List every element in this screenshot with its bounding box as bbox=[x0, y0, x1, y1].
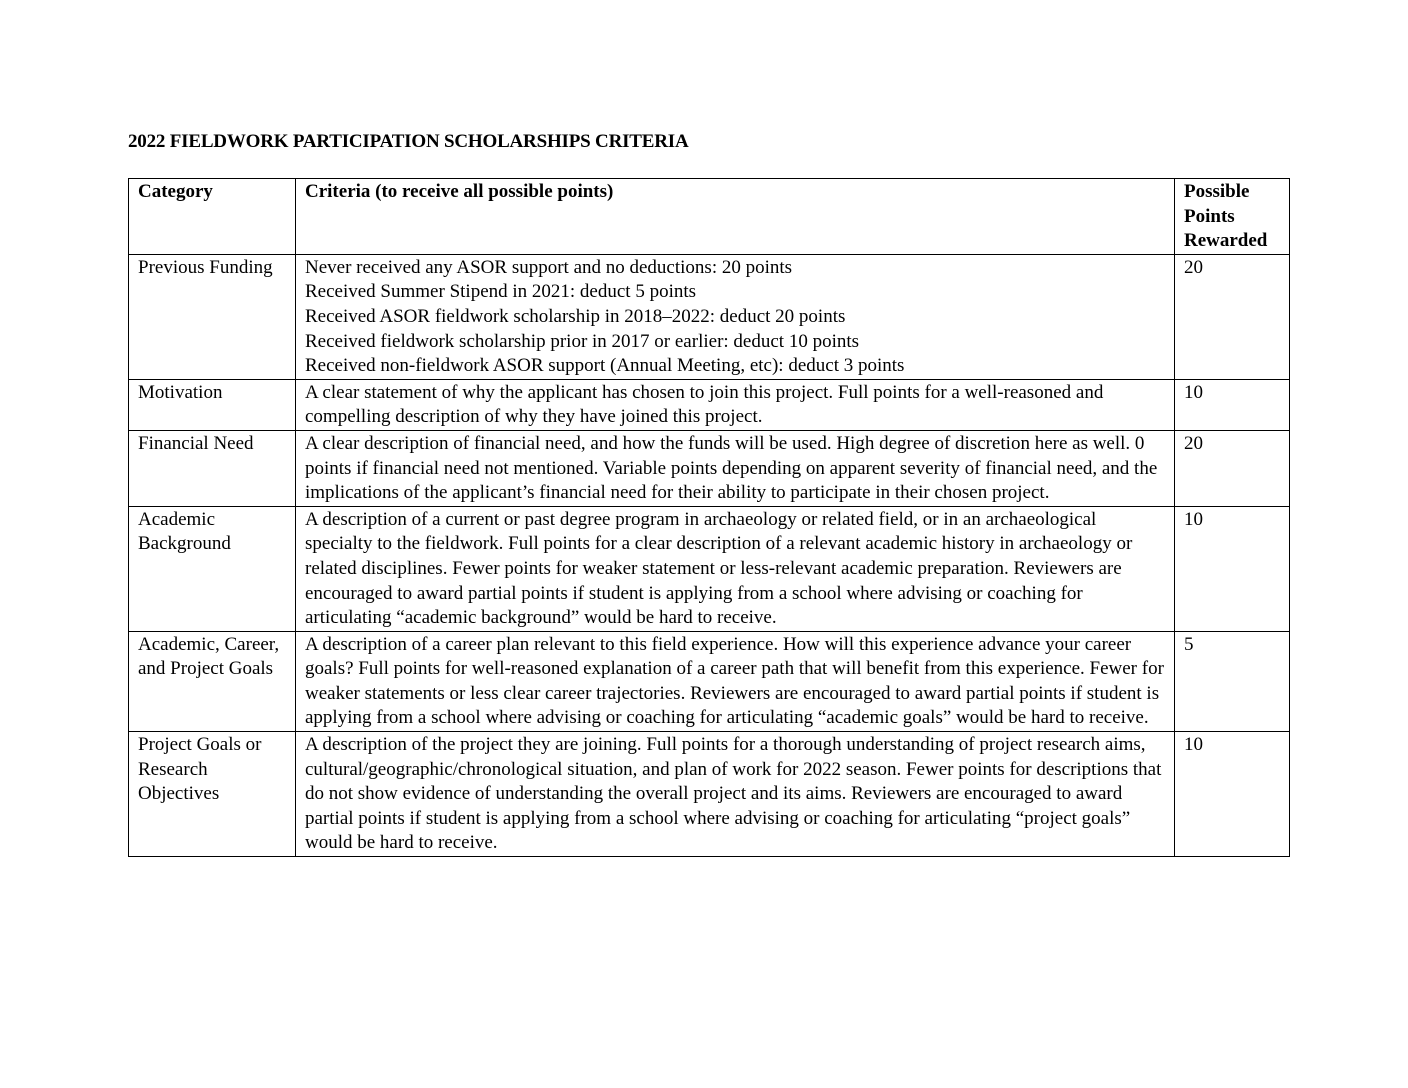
row-criteria: A clear description of financial need, and how the funds will be used. High degree of discretion here as well. 0 points if financial need not mentioned. Variable points depending on apparent severity of financial need, and the implications of the applicant’s financial need for their ability to participate in their chosen project. bbox=[296, 430, 1175, 506]
row-criteria bbox=[296, 254, 1175, 379]
criteria-line: Received Summer Stipend in 2021: deduct 5 points bbox=[305, 281, 697, 303]
table-row bbox=[129, 732, 1290, 857]
row-category: Motivation bbox=[129, 379, 296, 430]
table-row bbox=[129, 254, 1290, 379]
row-criteria: A clear statement of why the applicant has chosen to join this project. Full points for a well-reasoned and compelling description of why they have joined this project. bbox=[296, 379, 1175, 430]
row-category: Academic, Career, and Project Goals bbox=[129, 631, 296, 731]
header-criteria: Criteria (to receive all possible points) bbox=[296, 179, 1175, 255]
row-criteria: A description of the project they are joining. Full points for a thorough understanding of project research aims, cultural/geographic/chronological situation, and plan of work for 2022 season. Fewer points for descriptions that do not show evidence of understanding the overall project and its aims. Reviewers are encouraged to award partial points if student is applying from a school where advising or coaching for articulating “project goals” would be hard to receive. bbox=[296, 732, 1175, 857]
criteria-line: Received non-fieldwork ASOR support (Annual Meeting, etc): deduct 3 points bbox=[305, 355, 905, 377]
row-points: 10 bbox=[1175, 732, 1290, 857]
table-row bbox=[129, 379, 1290, 430]
row-points: 10 bbox=[1175, 506, 1290, 631]
row-category: Previous Funding bbox=[129, 254, 296, 379]
row-criteria: A description of a career plan relevant to this field experience. How will this experience advance your career goals? Full points for well-reasoned explanation of a career path that will benefit from this experience. Fewer for weaker statements or less clear career trajectories. Reviewers are encouraged to award partial points if student is applying from a school where advising or coaching for articulating “academic goals” would be hard to receive. bbox=[296, 631, 1175, 731]
criteria-line: Received ASOR fieldwork scholarship in 2018–2022: deduct 20 points bbox=[305, 305, 846, 327]
row-criteria: A description of a current or past degree program in archaeology or related field, or in an archaeological specialty to the fieldwork. Full points for a clear description of a relevant academic history in archaeology or related disciplines. Fewer points for weaker statement or less-relevant academic preparation. Reviewers are encouraged to award partial points if student is applying from a school where advising or coaching for articulating “academic background” would be hard to receive. bbox=[296, 506, 1175, 631]
criteria-line: Never received any ASOR support and no deductions: 20 points bbox=[305, 256, 793, 278]
table-row bbox=[129, 506, 1290, 631]
row-category: Financial Need bbox=[129, 430, 296, 506]
row-category: Project Goals or Research Objectives bbox=[129, 732, 296, 857]
row-points: 5 bbox=[1175, 631, 1290, 731]
row-category: Academic Background bbox=[129, 506, 296, 631]
header-points: Possible Points Rewarded bbox=[1175, 179, 1290, 255]
criteria-line: Received fieldwork scholarship prior in 2017 or earlier: deduct 10 points bbox=[305, 330, 860, 352]
criteria-table bbox=[128, 178, 1290, 857]
row-points: 20 bbox=[1175, 430, 1290, 506]
header-category: Category bbox=[129, 179, 296, 255]
row-points: 20 bbox=[1175, 254, 1290, 379]
table-header-row bbox=[129, 179, 1290, 255]
table-row bbox=[129, 430, 1290, 506]
row-points: 10 bbox=[1175, 379, 1290, 430]
table-row bbox=[129, 631, 1290, 731]
document-title: 2022 FIELDWORK PARTICIPATION SCHOLARSHIPS CRITERIA bbox=[128, 131, 689, 152]
